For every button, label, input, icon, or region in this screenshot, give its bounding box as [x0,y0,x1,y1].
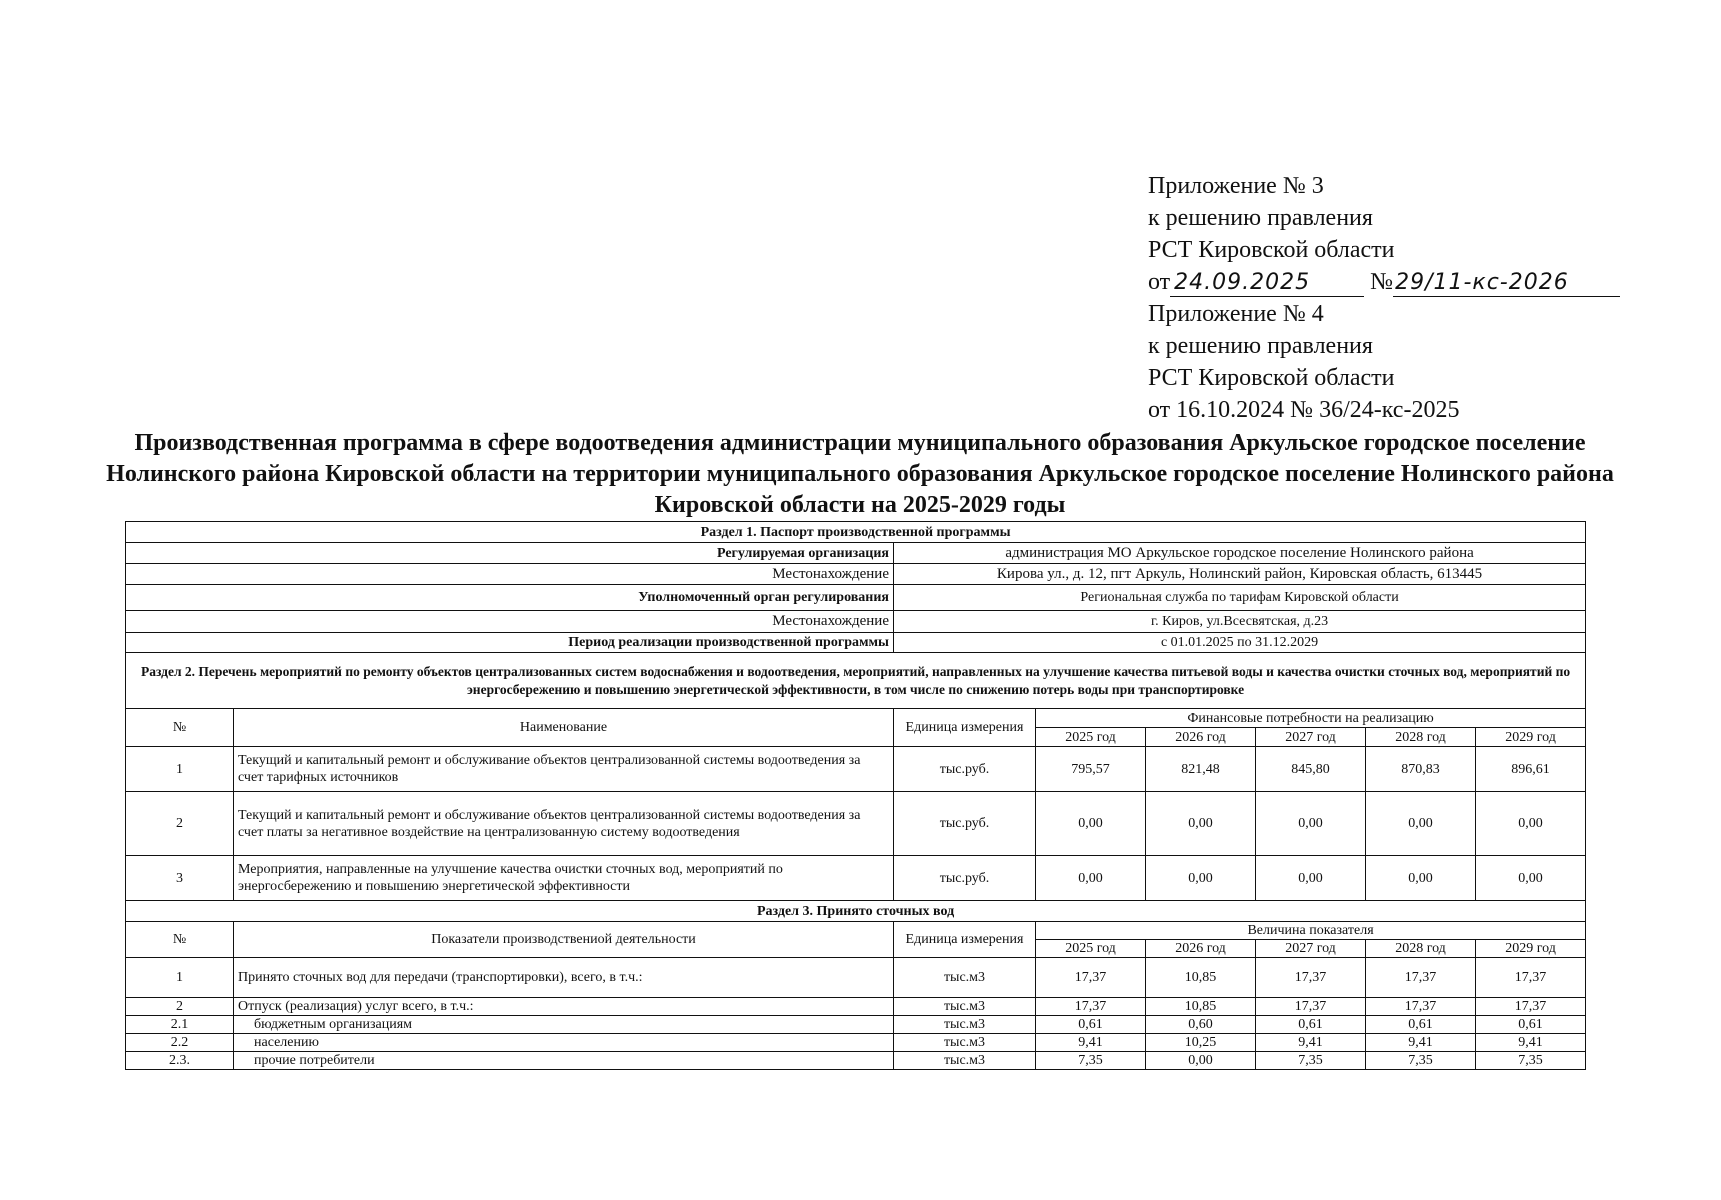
row-value: 10,25 [1146,1034,1256,1052]
row-value: 0,60 [1146,1016,1256,1034]
table-row [126,1016,1586,1034]
row-value: 7,35 [1476,1052,1586,1070]
row-value: 896,61 [1476,747,1586,792]
row-unit: тыс.м3 [894,1034,1036,1052]
handwritten-date: 24.09.2025 [1170,270,1364,297]
row-value: 10,85 [1146,998,1256,1016]
table-row [126,1052,1586,1070]
row-number: 1 [126,958,234,998]
row-number: 2 [126,792,234,856]
row-value: 0,00 [1366,856,1476,901]
section1-heading: Раздел 1. Паспорт производственной программы [126,522,1586,543]
row-value: 17,37 [1036,958,1146,998]
passport-row [126,611,1586,633]
row-number: 3 [126,856,234,901]
row-unit: тыс.м3 [894,998,1036,1016]
row-value: 845,80 [1256,747,1366,792]
passport-label: Уполномоченный орган регулирования [126,585,894,611]
handwritten-number: 29/11-кс-2026 [1393,270,1620,297]
year-header: 2026 год [1146,728,1256,747]
appendix-line: РСТ Кировской области [1148,237,1395,263]
row-value: 0,00 [1476,792,1586,856]
row-name: Отпуск (реализация) услуг всего, в т.ч.: [234,998,894,1016]
col-financial-header: Финансовые потребности на реализацию [1036,709,1586,728]
appendix-line: от 16.10.2024 № 36/24-кс-2025 [1148,397,1460,423]
col-name-header: Показатели производствениой деятельности [234,922,894,958]
col-number-header: № [126,922,234,958]
section3-heading: Раздел 3. Принято сточных вод [126,901,1586,922]
row-number: 2.3. [126,1052,234,1070]
row-value: 17,37 [1476,998,1586,1016]
col-name-header: Наименование [234,709,894,747]
row-unit: тыс.руб. [894,792,1036,856]
row-value: 0,00 [1256,856,1366,901]
passport-row [126,564,1586,585]
year-header: 2029 год [1476,728,1586,747]
row-unit: тыс.руб. [894,747,1036,792]
row-number: 2.2 [126,1034,234,1052]
passport-row [126,633,1586,653]
appendix-signature-line [1148,266,1668,298]
row-value: 0,00 [1366,792,1476,856]
passport-row [126,585,1586,611]
row-name: Текущий и капитальный ремонт и обслуживание объектов централизованной системы водоотведения за счет тарифных источников [234,747,894,792]
row-value: 9,41 [1036,1034,1146,1052]
year-header: 2028 год [1366,940,1476,958]
appendix-line: к решению правления [1148,205,1373,231]
row-name: Мероприятия, направленные на улучшение качества очистки сточных вод, мероприятий по энергосбережению и повышению энергетической эффективности [234,856,894,901]
row-value: 0,00 [1036,792,1146,856]
row-number: 2.1 [126,1016,234,1034]
passport-value: с 01.01.2025 по 31.12.2029 [894,633,1586,653]
passport-label: Регулируемая организация [126,543,894,564]
row-name: прочие потребители [234,1052,894,1070]
row-value: 17,37 [1036,998,1146,1016]
row-name: Текущий и капитальный ремонт и обслуживание объектов централизованной системы водоотведения за счет платы за негативное воздействие на централизованную систему водоотведения [234,792,894,856]
year-header: 2025 год [1036,728,1146,747]
appendix-line: к решению правления [1148,333,1373,359]
row-number: 1 [126,747,234,792]
row-unit: тыс.руб. [894,856,1036,901]
col-unit-header: Единица измерения [894,922,1036,958]
row-value: 17,37 [1476,958,1586,998]
number-prefix: № [1370,269,1394,295]
year-header: 2029 год [1476,940,1586,958]
appendix-block [1148,170,1668,426]
appendix-line: РСТ Кировской области [1148,365,1395,391]
year-header: 2027 год [1256,940,1366,958]
row-value: 0,00 [1256,792,1366,856]
row-unit: тыс.м3 [894,958,1036,998]
row-value: 0,00 [1146,856,1256,901]
row-value: 0,61 [1256,1016,1366,1034]
col-value-header: Величина показателя [1036,922,1586,940]
date-prefix: от [1148,269,1171,295]
passport-label: Местонахождение [126,564,894,585]
table-row [126,958,1586,998]
table-row [126,998,1586,1016]
row-value: 0,61 [1476,1016,1586,1034]
row-value: 9,41 [1366,1034,1476,1052]
program-table [125,521,1586,1070]
row-value: 9,41 [1476,1034,1586,1052]
appendix-line: Приложение № 4 [1148,301,1324,327]
passport-value: Региональная служба по тарифам Кировской области [894,585,1586,611]
table-row [126,856,1586,901]
passport-label: Период реализации производственной программы [126,633,894,653]
row-value: 10,85 [1146,958,1256,998]
row-value: 0,00 [1146,1052,1256,1070]
row-value: 0,61 [1036,1016,1146,1034]
row-value: 821,48 [1146,747,1256,792]
row-unit: тыс.м3 [894,1052,1036,1070]
row-name: Принято сточных вод для передачи (транспортировки), всего, в т.ч.: [234,958,894,998]
year-header: 2025 год [1036,940,1146,958]
passport-row [126,543,1586,564]
year-header: 2027 год [1256,728,1366,747]
row-value: 0,61 [1366,1016,1476,1034]
row-value: 17,37 [1366,958,1476,998]
row-value: 7,35 [1366,1052,1476,1070]
passport-value: г. Киров, ул.Всесвятская, д.23 [894,611,1586,633]
col-unit-header: Единица измерения [894,709,1036,747]
row-name: бюджетным организациям [234,1016,894,1034]
passport-label: Местонахождение [126,611,894,633]
section2-heading: Раздел 2. Перечень мероприятий по ремонту объектов централизованных систем водоснабжения и водоотведения, мероприятий, направленных на улучшение качества питьевой воды и качества очистки сточных вод, мероприятий по энергосбережению и повышению энергетической эффективности, в том числе по снижению потерь воды при транспортировке [126,653,1586,709]
row-value: 17,37 [1256,958,1366,998]
row-value: 0,00 [1476,856,1586,901]
document-title: Производственная программа в сфере водоотведения администрации муниципального образования Аркульское городское поселение Нолинского района Кировской области на территории муниципального образования Аркульское городское поселение Нолинского района Кировской области на 2025-2029 годы [106,430,1614,518]
table-row [126,1034,1586,1052]
row-value: 17,37 [1256,998,1366,1016]
row-value: 17,37 [1366,998,1476,1016]
year-header: 2026 год [1146,940,1256,958]
table-row [126,747,1586,792]
row-value: 7,35 [1256,1052,1366,1070]
row-value: 0,00 [1036,856,1146,901]
row-value: 9,41 [1256,1034,1366,1052]
row-number: 2 [126,998,234,1016]
table-row [126,792,1586,856]
row-value: 0,00 [1146,792,1256,856]
row-value: 870,83 [1366,747,1476,792]
row-unit: тыс.м3 [894,1016,1036,1034]
year-header: 2028 год [1366,728,1476,747]
row-value: 7,35 [1036,1052,1146,1070]
col-number-header: № [126,709,234,747]
passport-value: Кирова ул., д. 12, пгт Аркуль, Нолинский район, Кировская область, 613445 [894,564,1586,585]
row-name: населению [234,1034,894,1052]
row-value: 795,57 [1036,747,1146,792]
appendix-line: Приложение № 3 [1148,173,1324,199]
passport-value: администрация МО Аркульское городское поселение Нолинского района [894,543,1586,564]
